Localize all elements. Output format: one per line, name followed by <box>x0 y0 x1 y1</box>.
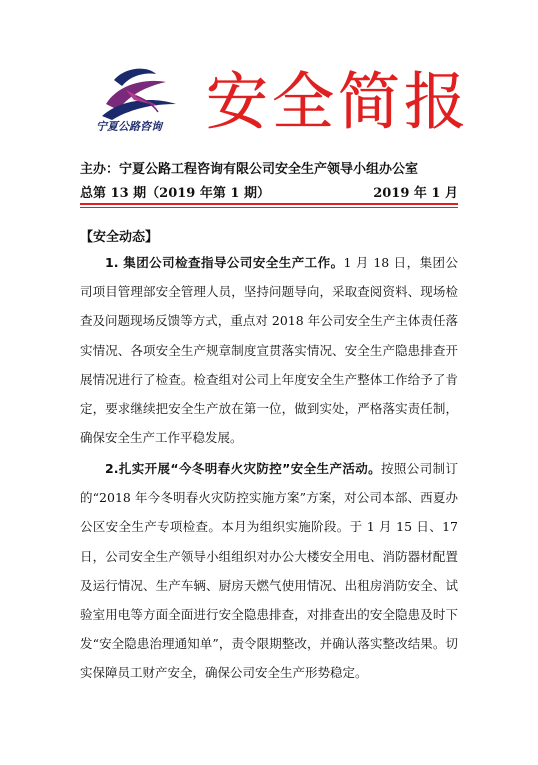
news-item-2-text: 按照公司制订的“2018 年今冬明春火灾防控实施方案”方案，对公司本部、西夏办公区安全生产专项检查。本月为组织实施阶段。于 1 月 15 日、17 日，公司安全生产领导小组组织对办公大楼安全用电、消防器材配置及运行情况、生产车辆、厨房天燃气使用情况、出租房消防安全、试验室用电等方面全面进行安全隐患排查，对排查出的安全隐患及时下发“安全隐患治理通知单”，责令限期整改，并确认落实整改结果。切实保障员工财产安全，确保公司安全生产形势稳定。 <box>80 461 458 681</box>
header-rule-thick <box>80 203 458 205</box>
issue-row <box>80 182 458 200</box>
news-item-1-text: 1 月 18 日，集团公司项目管理部安全管理人员，坚持问题导向，采取查阅资料、现场检查及问题现场反馈等方式，重点对 2018 年公司安全生产主体责任落实情况、各项安全生产规章制度宣贯落实情况、安全生产隐患排查开展情况进行了检查。检查组对公司上年度安全生产整体工作给予了肯定，要求继续把安全生产放在第一位，做到实处，严格落实责任制，确保安全生产工作平稳发展。 <box>80 255 458 446</box>
news-item-1-lead: 1. 集团公司检查指导公司安全生产工作。 <box>105 255 344 270</box>
section-heading: 【安全动态】 <box>80 230 159 245</box>
masthead <box>96 60 476 150</box>
header-rule-thin <box>80 207 458 208</box>
logo-caption: 宁夏公路咨询 <box>96 120 162 133</box>
sponsor-line: 主办：宁夏公路工程咨询有限公司安全生产领导小组办公室 <box>80 162 419 177</box>
news-item-1 <box>80 248 458 452</box>
news-item-2 <box>80 454 458 688</box>
issue-number: 总第 13 期（2019 年第 1 期） <box>80 186 270 201</box>
news-item-2-lead: 2.扎实开展“今冬明春火灾防控”安全生产活动。 <box>105 461 382 476</box>
issue-date: 2019 年 1 月 <box>373 186 458 201</box>
bulletin-title: 安全简报 <box>206 65 471 138</box>
